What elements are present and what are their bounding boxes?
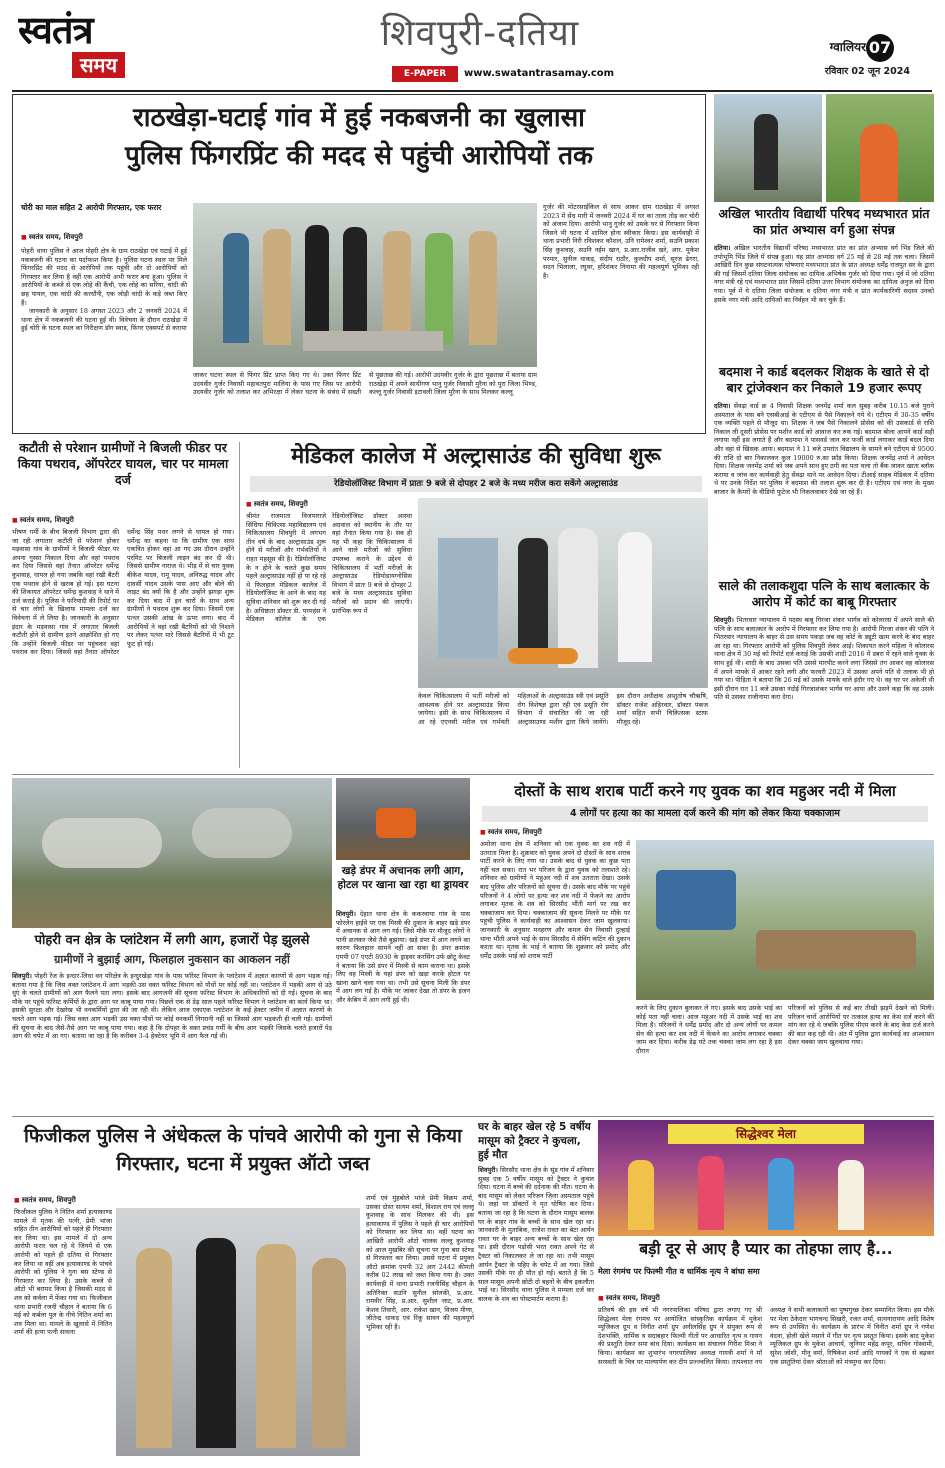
feeder-body: भीषण गर्मी के बीच बिजली विभाग द्वारा की जा रही लगातार कटौती से परेशान होकर मड़वासा गांव के ग्रामीणों ने बिजली फीडर पर अपना गुस्सा निकाल दिया और वहां पथराव कर दिया जिससे वहां तैनात ऑपरेटर धर्मेन्द्र कुशवाह, घायल हो गया जबकि वहां रखी बैटरी एक पथराव होने से खराब हो गई। इस घटना की शिकायत ऑपरेटर धर्मेन्द्र कुशवाह ने थाने में दर्ज कराई है। पुलिस ने फरियादी की रिपोर्ट पर से चार लोगों के खिलाफ मामला दर्ज कर विवेचना में ले लिया है। जानकारी के अनुसार इंदार के मड़वासा गांव में लगातार बिजली कटौती होने से ग्रामीण इतने आक्रोशित हो गए कि उन्होंने बिजली फीडर पर पहुंचकर वहां पथराव कर दिया। जिससे वहां तैनात ऑपरेटर धर्मेन्द्र सिंह पथर लगने से घायल हो गया। धर्मेन्द्र का कहना था कि ग्रामीण एक साथ एकत्रित होकर वहां आ गए उस दौरान उन्होंने परमिट पर बिजली लाइन बंद कर दी थी। जिससे ग्रामीण नाराज थे। भीड़ में से चार युवक बीकेश यादव, रामू यादव, अनिरुद्ध यादव और दावर्सी यादव उसके पास आए और बोले की लाइट बंद क्यों कि है और उन्होंने झगड़ा शुरू कर दिया बाद में इन चारों के साथ अन्य ग्रामीणों ने पथराव शुरू कर दिया। जिसमें एक पत्थर उसकी आंख के ऊपर लगा। बाद में आरोपियों ने वहां रखी बैटरियों को भी निशाने पर लेकर पत्थर मारे जिससे बैटरियों में भी टूट फूट हो गई। [12, 528, 234, 657]
atm-body [714, 402, 934, 574]
story-dumper-fire [336, 778, 470, 1114]
tractor-dateline: शिवपुरी। [478, 1166, 498, 1174]
river-body-right: परिजनों को पुलिस से कई बार तीखी झड़पें देखने को मिली। परिजन चारों आरोपियों पर तत्काल हत्या का केस दर्ज करने की मांग कर रहे थे जबकि पुलिस पीएम करने के बाद केस दर्ज करने की बात कह रही थी। अंत में पुलिस द्वारा कार्यवाई का आश्वासन देकर चक्का जाम खुलवाया गया। [788, 1004, 934, 1047]
city-label: ग्वालियर [829, 40, 866, 54]
lead-para-1: पोहरी थाना पुलिस ने आज पोहरी क्षेत्र के ग्राम राठखेड़ा एवं घटाई में हुई नकबजनी की घटना का पर्दाफाश किया है। पुलिस घटना स्थल पर मिले फिंगरप्रिंट की मदद से आरोपियों तक पहुंची और दो आरोपियों को गिरफ्तार कर लिया है वहीं एक आरोपी अभी फरार बना हुआ। पुलिस ने आरोपियों के कब्जे से एक लोहे की कैंची, एक लोहे का सरिया, चांदी की छह पायल, एक चांदी की करधौनी, एक जोड़ी चांदी के कड़े जब्त किए हैं। [21, 247, 187, 307]
lead-headline-1: राठखेड़ा-घटाई गांव में हुई नकबजनी का खुलासा [133, 103, 585, 133]
story-feeder [12, 440, 234, 770]
tractor-para: सिरसौद थाना क्षेत्र के सूंड गांव में शनिवार सुबह एक 5 वर्षीय मासूम को ट्रैक्टर ने कुचल दिया। घटना में बच्चे की दर्दनाक की मौत। घटना के बाद मासूम को लेकर परिजन जिला अस्पताल पहुंचे थे। जहां पर डॉक्टरों ने मृत घोषित कर दिया। बताया जा रहा है कि घटना के दौरान मासूम बालक घर के बाहर गांव के बच्चों के साथ खेल रहा था। जानकारी के मुताबिक, राजेश रावत का बेटा आर्यन रावत घर के बाहर अन्य बच्चों के साथ खेल रहा था। इसी दौरान पड़ोसी भरत रावत अपने गेट से ट्रैक्टर को निकालकर ले जा रहा था। तभी मासूम आर्यन ट्रैक्टर के पहिए के चपेट में आ गया। जिसे उसकी मौके पर ही मौत हो गई। बताते हैं कि 5 साल मासूम अपनी छोटी दो बहनों के बीच इकलौता भाई था। सिरसौद थाना पुलिस ने मामला दर्ज कर बालक के शव का पोस्टमार्टम कराया है। [478, 1166, 594, 1303]
mela-photo [598, 1120, 934, 1236]
story-abvp [714, 94, 934, 360]
feeder-divider [239, 442, 240, 768]
story-river [476, 778, 934, 1114]
mela-subheadline: मेला रंगमंच पर फिल्मी गीत व धार्मिक नृत्य ने बांधा समा [598, 1267, 760, 1276]
tractor-body [478, 1166, 594, 1458]
lead-body-left [21, 247, 187, 427]
story-forest-fire [12, 778, 332, 1114]
dumper-fire-headline: खड़े डंपर में अचानक लगी आग, होटल पर खाना खा रहा था ड्रायवर [337, 865, 469, 891]
logo [18, 10, 148, 84]
story-court [714, 578, 934, 768]
story-murder-arrest [12, 1120, 474, 1460]
court-headline: साले की तलाकशुदा पत्नि के साथ बलात्कार के आरोप में कोर्ट का बाबू गिरफ्तार [718, 578, 930, 609]
river-byline: ■ स्वतंत्र समय, शिवपुरी [480, 828, 630, 837]
masthead [0, 0, 945, 92]
murder-arrest-body-left: फिजीकल पुलिस ने नितिन शर्मा हत्याकाण्ड मामले में मृतक की पत्नी, प्रेमी भांजा सहित तीन आरोपियों को पहले ही गिरफ्तार कर लिया था। इस मामले में दो अन्य आरोपी फरार चल रहे थे जिनमें से एक आरोपी को पहले ही दतिया से गिरफ्तार कर लिया था वहीं अब हत्याकाण्ड के पांचवे आरोपी को पुलिस ने गुना बस स्टेण्ड से गिरफ्तार कर लिया है। उसके कब्जे से ऑटो भी बरामद किया है जिसकी मदद से शव को कर्वला में फेंका गया था। फिजीकल थाना प्रभारी रजनी चौहान ने बताया कि 6 मई को कर्बला पुल के नीचे नितिन शर्मा का शव मिला था। मामले के खुलासे में नितिन शर्मा की हत्या पत्नी साधना [14, 1208, 112, 1337]
court-para: भितरवार न्यायालय में पदस्थ बाबू गिरजा शंकर भार्गव को कोलारस में अपने साले की पत्नि के साथ बलात्कार के आरोप में गिरफ्तार कर लिया गया है। आरोपी गिरजा शंकर की पत्नि ने भितरवार न्यायालय के बाहर से उस समय पकड़ा जब वह कोर्ट के ड्यूटी खत्म करने के बाद बाहर आ रहा था। गिरफ्तार आरोपी को पुलिस शिवपुरी लेकर आई। शिकायत करने महिला ने कोलारस थाना क्षेत्र में 30 मई को रिपोर्ट दर्ज कराई कि उसकी शादी 2016 में डबरा में रहने वाले युवक के साथ हुई थी। शादी के बाद उसका पति उससे मारपीट करने लगा जिससे तंग आकर वह कोलारस में अपने मायके में आकर रहने लगी और फरवरी 2023 में उसका अपने पति से तलाक भी हो गया था। पीड़िता ने बताया कि 26 मई को उसके मायके वाले इंदौर गए थे। वह घर पर अकेली थी इसी दौरान रात 11 बजे उसका नंदोई गिरजाशंकर भार्गव घर आया और उसने कहा कि वह उसके पति से उसका राजीनामा करा देगा। [714, 616, 934, 702]
ultrasound-photo [418, 498, 708, 688]
lead-subheadline: चोरी का माल सहित 2 आरोपी गिरफ्तार, एक फरार [21, 203, 162, 212]
mela-headline: बड़ी दूर से आए है प्यार का तोहफा लाए है... [639, 1240, 893, 1258]
dumper-fire-para: देहात थाना क्षेत्र के ककरवाया गांव के पास फोरलेन हाईवे पर एक मिस्त्री की दुकान के बाहर खड़े डंपर में अचानक से आग लग गई। जिसे मौके पर मौजूद लोगों ने पानी डालकर जैसे तैसे बुझाया। खड़े डंपर में आग लगने का कारण फिलहाल सामने नहीं आ सका है। डंपर क्रमांक एमपी 07 एएटी 8930 के ड्राइवर करसिंग उर्फ छोटू केवट ने बताया कि उसे डंपर में मिस्त्री से काम कराना था। इसके लिए वह मिस्त्री के यहां डंपर को खड़ा करके होटल पर खाना खाने चला गया था। तभी उसे सूचना मिली कि डंपर में आग लग गई है। मौके पर जाकर देखा तो डंपर के इंजन और केबिन में आग लगी हुई थी। [336, 910, 470, 1004]
atm-dateline: दतिया। [714, 402, 731, 410]
court-dateline: शिवपुरी। [714, 616, 734, 624]
feeder-byline: ■ स्वतंत्र समय, शिवपुरी [12, 516, 234, 525]
logo-bottom-text: समय [72, 52, 125, 78]
murder-arrest-byline: ■ स्वतंत्र समय, शिवपुरी [14, 1196, 154, 1205]
forest-fire-dateline: शिवपुरी। [12, 972, 32, 980]
page-number: 07 [866, 34, 894, 62]
mela-banner-text: सिद्धेश्वर मेला [668, 1124, 864, 1144]
dumper-fire-photo [336, 778, 470, 860]
ultrasound-caption: केवल चिकित्सालय में भर्ती मरीजों को आवश्यक होने पर अल्ट्रासाउंड किया जायेगा। इसी के साथ चिकित्सालय में आ रहे एएनसी मरीज एवं गर्भवती महिलाओं के अल्ट्रासाउंड स्त्री एवं प्रसूति रोग विशेषज्ञ द्वारा रही एवं प्रसूति रोग विभाग में संचालित की जा रही अल्ट्रासाउण्ड मशीन द्वारा किये जायेंगे। इस दौरान अधीक्षक आशुतोष चौऋषि, डॉक्टर राजेश अहिरवार, डॉक्टर पंकज शर्मा सहित सभी चिकित्सक स्टाफ मौजूद रहे। [418, 692, 708, 726]
forest-fire-para: पोहरी रेंज के इन्दार-लिधा वन परिक्षेत्र के इन्दुरखेड़ा गांव के पास फॉरेस्ट विभाग के प्लांटेशन में अज्ञात कारणों से आग भड़क गई। बताया गया है कि जिस वक्त प्लांटेशन में आग भड़की उस वक्त फॉरेस्ट विभाग को पौधों पर कोई नहीं था। प्लांटेशन में भड़की आग से उठे धुएं के चलते ग्रामीणों को आग फैलने पता लगा। इसके बाद आगजनी की सूचना फॉरेस्ट विभाग के अधिकारियों को दी गई। सूचना के बाद मौके पर पहुंचे फॉरेस्ट कर्मियों के द्वारा आग पर काबू पाया गया। पिछले एक से डेढ़ साल पहले फॉरेस्ट विभाग ने प्लांटेशन का कार्य किया था। इसकी सुरक्षा और देखरेख भी वनकर्मियों द्वारा की जा रही थी। लेकिन आज एकाएक प्लांटेशन के कई हेक्टर जमीन में अज्ञात कारणों के चलते आग भड़क गई। जिस वक्त आग भड़की उस वक्त पौधों पर कोई वनकर्मी निगरानी नहीं था जिससे आग भड़कती ही चली गई। ग्रामीणों की सूचना के बाद जैसे-तैसे आग पर काबू पाया गया। कहा है कि दोपहर के वक्त प्रचंड गर्मी के बीच आग भड़की जिसके चलते हजारों पेड़ आग की चपेट में आ गए। बताया जा रहा है कि करीबन 3-4 हेक्टेयर भूमि में आग फैल गई थी। [12, 972, 332, 1041]
abvp-body [714, 244, 934, 356]
mela-byline: ■ स्वतंत्र समय, शिवपुरी [598, 1294, 762, 1303]
river-subheadline: 4 लोगों पर हत्या का का मामला दर्ज करने की मांग को लेकर किया चक्काजाम [482, 806, 928, 822]
lead-headline-2: पुलिस फिंगरप्रिंट की मदद से पहुंची आरोपियों तक [124, 141, 594, 171]
mid-rule-1 [12, 774, 934, 775]
logo-top-text: स्वतंत्र [18, 10, 93, 52]
court-body [714, 616, 934, 766]
forest-fire-photo [12, 778, 332, 928]
story-atm [714, 364, 934, 576]
ultrasound-headline: मेडिकल कालेज में अल्ट्रासाउंड की सुविधा शुरू [291, 444, 661, 469]
feeder-headline: कटौती से परेशान ग्रामीणों ने बिजली फीडर पर किया पथराव, ऑपरेटर घायल, चार पर मामला दर्ज [17, 440, 229, 487]
ultrasound-body: श्रीमंत राजमाता विजयाराजे सिंधिया चिकित्सा महाविद्यालय एवं चिकित्सालय शिवपुरी में लगभग तीन वर्ष के बाद अल्ट्रासाउंड शुरू होने से मरीजों और गर्भवतियों ने राहत महसूस की है। रेडियोलॉजिस्ट के न होने के चलते कुछ समय पहले अल्ट्रासाउंड नहीं हो पा रहे रहे थे फिलहाल मेडिकल कालेज में रेडियोलॉजिस्ट के आने के बाद यह सुविधा शनिवार को शुरू कर दी गई है। अधिष्ठाता डॉक्टर डी. परमहंस ने मेडिकल कॉलेज के एक रेडियोलॉजिस्ट डॉक्टर आस्था अग्रवाल को स्थानीय के तौर पर वहां तैनात किया गया है। सब ही यह भी कहा कि चिकित्सालय में आने वाले मरीजों को सुविधा उपलब्ध कराने के उद्देश्य से चिकित्सालय में भर्ती मरीजों के अल्ट्रासाउंड रेडियोडायग्नोसिस विभाग में प्रातः 9 बजे से दोपहर 2 बजे के मध्य अल्ट्रासाउंड सुविधा मरीजों को प्रदान की जाएगी। प्रारंभिक रूप में [246, 512, 412, 624]
abvp-para: अखिल भारतीय विद्यार्थी परिषद मध्यभारत प्रांत का प्रांत अभ्यास वर्ग भिंड जिले की तपोभूमि भिंड जिले में संपन्न हुआ। यह प्रांत अभ्यास वर्ग 25 मई से 28 मई तक चला। जिसमें आखिरी दिन कुछ संघटनात्मक घोषणाएं मध्यभारत प्रांत के प्रांत अध्यक्ष धर्मेंद्र राजपूत सर के द्वारा की गई जिसमें दतिया जिला संयोजक का दायित्व अभिषेक गुर्जर को दिया गया। पूर्व में जो दतिया नगर मंत्री रहे एवं मध्यभारत प्रांत जिसमें दतिया उत्तर विभाग संयोजक का दायित्व अनुज को दिया गया। पूर्व में ये दतिया जिला संयोजक व दतिया नगर मंत्री व प्रांत कार्यकारिणी सदस्य उनको इसके नगर मंत्री आदि दायित्वों का निर्वहन भी कर चुके हैं। [714, 244, 934, 304]
abvp-headline: अखिल भारतीय विद्यार्थी परिषद मध्यभारत प्रांत का प्रांत अभ्यास वर्ग हुआ संपन्न [718, 206, 930, 237]
atm-para: सेंवढ़ा वार्ड क्र 4 निवासी शिक्षक जनमेंद्र शर्मा कल सुबह करीब 10.15 बजे पुराने अस्पताल के पास बने एसबीआई के एटीएम से पैसे निकालने गये थे। एटीएम में 30-35 वर्षीय एक व्यक्ति पहले से मौजूद था। शिक्षक ने जब पैसे निकालने प्रोसेस को की उसकार्ड से राशि निकाल ली दूसरी प्रोसेस पर मशीन कार्ड को आवाज कर रुक गई। बदमाश बोला आपने कार्ड सही लगाया नहीं इस लगाते हैं और बदमाश ने पासवर्ड जान कर फर्जी कार्ड लगाकर कार्ड बदल दिया और वहां से खिसक आया। बदमाश ने 11 बजे उपरांत विद्यालय के सामने बने एटीएम से 9500 की राशि दो बार निकालकर कुल 19000 रु.का फ्रॉड किया। शिक्षक जनमेंद्र शर्मा ने आवेदन दिया। शिक्षक जनमेंद्र शर्मा को जब अपने साथ हुए ठगी का पता चला तो बैंक जाकर खाता ब्लॉक कराया व जांच कर कार्यवाही हेतु सेंवढ़ा थाने पर आवेदन दिया। टीआई साहब मेडिकल में दतिया थे पर उनके निर्देश पर पुलिस ने बदमाश की तलाश शुरू कर दी है। एटीएम एवं नगर के मुख्य बाजार के कैमरों के वीडियो फुटेज भी निकलवाकर देखे जा रहे हैं। [714, 402, 934, 496]
dumper-fire-body [336, 910, 470, 1112]
story-lead [12, 94, 706, 434]
tractor-headline: घर के बाहर खेल रहे 5 वर्षीय मासूम को ट्रैक्टर ने कुचला, हुई मौत [478, 1121, 591, 1161]
mid-rule-2 [12, 1116, 934, 1117]
edition-title: शिवपुरी-दतिया [380, 13, 580, 54]
murder-arrest-body-right: शर्मा एवं मुंहबोले भांजे प्रेमी विक्रम शर्मा, उसका दोस्त सत्यम शर्मा, विशाल राय एवं लल्लू कुशवाह के साथ मिलकर की थी। इस हत्याकाण्ड में पुलिस ने पहले ही चार आरोपियों को गिरफ्तार कर लिया था। वहीं घटना का आखिरी आरोपी ऑटो चालक लल्लू कुशवाह को आज मुखबिर की सूचना पर गुना बस स्टेण्ड से गिरफ्तार कर लिया। उससे घटना में प्रयुक्त ऑटो क्रमांक एमपी 32 आर 2442 कीमती करीब 02 लाख को जब्त किया गया है। उक्त कार्यवाही में थाना प्रभारी रजनीसिंह चौहान के अतिरिक्त सउनि सुनील सोलंकी, प्र.आर. रामवीर सिंह, प्र.आर. सुशील जाट, प्र.आर. केशव तिवारी, आर. राकेश खान, विजय मीणा, जीतेन्द्र धाकड़ एवं रिंकू सावन की महत्वपूर्ण भूमिका रही है। [366, 1194, 474, 1331]
forest-fire-body [12, 972, 332, 1112]
river-body-left: अमोला थाना क्षेत्र में शनिवार को एक युवक का शव नदी में उतराता मिला है। शुक्रवार को युवक अपने दो दोस्तों के साथ शराब पार्टी करने के लिए गया था। उसके बाद से युवक का कुछ पता नहीं चल सका। रात भर परिजन के द्वारा युवक को तलाशते रहे। शनिवार को ग्रामीणों ने महुअर नदी में शव उतराता देखा। उसके बाद पुलिस और परिजनों को सूचना दी। उसके बाद मौके पर पहुंचे परिजनों ने 4 लोगों पर हत्या कर शव नदी में फेंकने का आरोप लगाकर मृतक के शव को सिरसौद भौंती मार्ग पर रख कर चक्काजाम कर दिया। चक्काजाम की सूचना मिलने पर मौके पर पहुंची पुलिस ने कार्यवाही का आश्वासन देकर जाम खुलवाया। जानकारी के अनुसार मनहरण और कमल सेन निवासी दुल्हाई थाना भौंती अपने भाई के साथ सिरसौद में सेविंग कटिंग की दुकान करता था। मृतक के भाई ने बताया कि शुक्रवार को प्रमोद और धर्मेंद्र उसके भाई को शराब पार्टी [480, 840, 630, 960]
ultrasound-byline: ■ स्वतंत्र समय, शिवपुरी [246, 500, 396, 509]
lead-body-right: गुर्जर की मोटरसाईकिल से साथ आकर ग्राम राठखेड़ा में अगस्त 2023 में सेंध मारी में जनवरी 2024 में घर का ताला तोड़ कर चोरी को अंजाम दिया। आरोपी भानु गुर्जर को उसके घर से गिरफ्तार किया जिसने भी घटना में शामिल होना स्वीकार किया। इस कार्यवाही में थाना प्रभारी निरी रविशंकर कौशल, उनि रामेश्वर शर्मा, सउनि प्रकाश सिंह कुशवाह, सउनि नईम खान, प्र.आर.राजीव खरे, आर. मुकेश परमार, सुनील धाकड़, संदीप राठौर, कुलदीप शर्मा, सूरज ढेगरा, सदन भिलाला, रघुवर, हरिशंकर निनामा की महत्वपूर्ण भूमिका रही है। [543, 203, 699, 280]
issue-date: रविवार 02 जून 2024 [824, 66, 910, 77]
lead-para-2: जानकारी के अनुसार 18 अगस्त 2023 और 2 जनवरी 2024 में थाना क्षेत्र में नकबजनी की घटना हुई थी। विवेचना के दौरान राठखेड़ा में हुई चोरी के घटना स्थल का निरीक्षण डॉग स्वाड, फिंगर एक्सपर्ट से कराया [21, 307, 187, 333]
story-ultrasound [244, 440, 708, 770]
river-body-mid: करने के लिए दुकान बुलाकर ले गए। इसके बाद उसके भाई का कोई पता नहीं चला। आज महुअर नदी में उसके भाई का शव मिला है। परिजनों ने धर्मेंद्र प्रमोद और दो अन्य लोगों पर कमल सेन की हत्या कर शव नदी में फेंकने का आरोप लगाकर चक्का जाम कर दिया। करीब डेढ़ घंटे तक चक्का जाम लग रहा है इस दौरान [636, 1004, 782, 1055]
lead-photo-caption: जाकर घटना स्थल से फिंगर प्रिंट प्राप्त किए गए थे। उक्त फिंगर प्रिंट उदयवीर गुर्जर निवासी महावतपुरा मालिया के पास गए जिस पर आरोपी उदयवीर गुर्जर को तलाश कर अभिरक्षा में लेकर घटना के संबंध में सख्ती से पूछताछ की गई। आरोपी उदयवीर गुर्जर के द्वारा पूछताछ में बताया ग्राम राठखेड़ा में अपने साथीगण भानु गुर्जर निवासी मुरैना को पुरा जिला भिण्ड, कल्लू गुर्जर निवासी इटावली जिला मुरैना के साथ मिलकर कल्लू [193, 371, 537, 397]
forest-fire-headline: पोहरी वन क्षेत्र के प्लांटेशन में लगी आग, हजारों पेड़ झुलसे [34, 933, 310, 948]
abvp-photo-2 [826, 94, 934, 202]
river-photo [636, 840, 934, 1000]
abvp-photo-1 [714, 94, 822, 202]
lead-byline: ■ स्वतंत्र समय, शिवपुरी [21, 233, 187, 242]
murder-arrest-headline: फिजीकल पुलिस ने अंधेकत्ल के पांचवे आरोपी को गुना से किया गिरफ्तार, घटना में प्रयुक्त ऑटो जब्त [24, 1125, 462, 1175]
ultrasound-subheadline: रेडियोलॉजिस्ट विभाग में प्रातः 9 बजे से दोपहर 2 बजे के मध्य मरीज करा सकेंगे अल्ट्रासाउंड [250, 476, 702, 492]
lead-photo [193, 203, 537, 367]
atm-headline: बदमाश ने कार्ड बदलकर शिक्षक के खाते से दो बार ट्रांजेक्शन कर निकाले 19 हजार रूपए [718, 364, 930, 395]
story-mela [598, 1120, 934, 1460]
epaper-badge: E-PAPER [392, 66, 458, 82]
mela-body: प्रतिवर्ष की इस वर्ष भी नगरपालिका परिषद द्वारा लगाए गए श्री सिद्धेश्वर मेला रंगमंच पर आयोजित सांस्कृतिक कार्यक्रम में मुकेश म्यूजिकल ग्रुप व निनीत शर्मा ग्रुप अनीलसिंह ग्रुप ने संयुक्त रूप से देशभक्ति, धार्मिक व सदाबहार फिल्मी गीतों पर आधारित नृत्य व गायन की प्रस्तुति देकर समा बांध दिया। कार्यक्रम का संचालन गिरीश मिश्रा ने किया। कार्यक्रम का शुभारंभ नगरपालिका अध्यक्ष गायत्री शर्मा ने माँ सरस्वती के चित्र पर माल्यार्पण कर दीप प्रज्ज्वलित किया। तत्पश्चात नप अध्यक्ष ने सभी कलाकारों का पुष्पगुच्छ देकर सम्मानित किया। इस मौके पर मेला ठेकेदार भागचन्द सिखरी, रजत शर्मा, सत्यनारायण आदि विशेष रूप से उपस्थित थे। कार्यक्रम के प्रारंभ में विनीत शर्मा ग्रुप ने गणेश वंदना, होली खेले मसाने में गीत पर नृत्य प्रस्तुत किया। इसके बाद मुकेश म्यूजिकल ग्रुप के मुकेश आचार्य, जूनियर महेंद्र कपूर, सचिन गोस्वामी, सुरेश जोशी, मीनू वर्मा, रिषिकेश शर्मा आदि गायकों ने एक से बढ़कर एक प्रस्तुतियां देकर श्रोताओं को मंत्रमुग्ध कर दिया। [598, 1306, 934, 1366]
forest-fire-subheadline: ग्रामीणों ने बुझाई आग, फिलहाल नुकसान का आकलन नहीं [54, 953, 290, 966]
dumper-fire-dateline: शिवपुरी। [336, 910, 356, 918]
river-headline: दोस्तों के साथ शराब पार्टी करने गए युवक का शव महुअर नदी में मिला [514, 782, 896, 800]
murder-arrest-photo [116, 1208, 360, 1456]
abvp-dateline: दतिया। [714, 244, 731, 252]
story-tractor [478, 1120, 594, 1460]
website-link[interactable]: www.swatantrasamay.com [464, 68, 614, 79]
masthead-rule [12, 90, 932, 92]
